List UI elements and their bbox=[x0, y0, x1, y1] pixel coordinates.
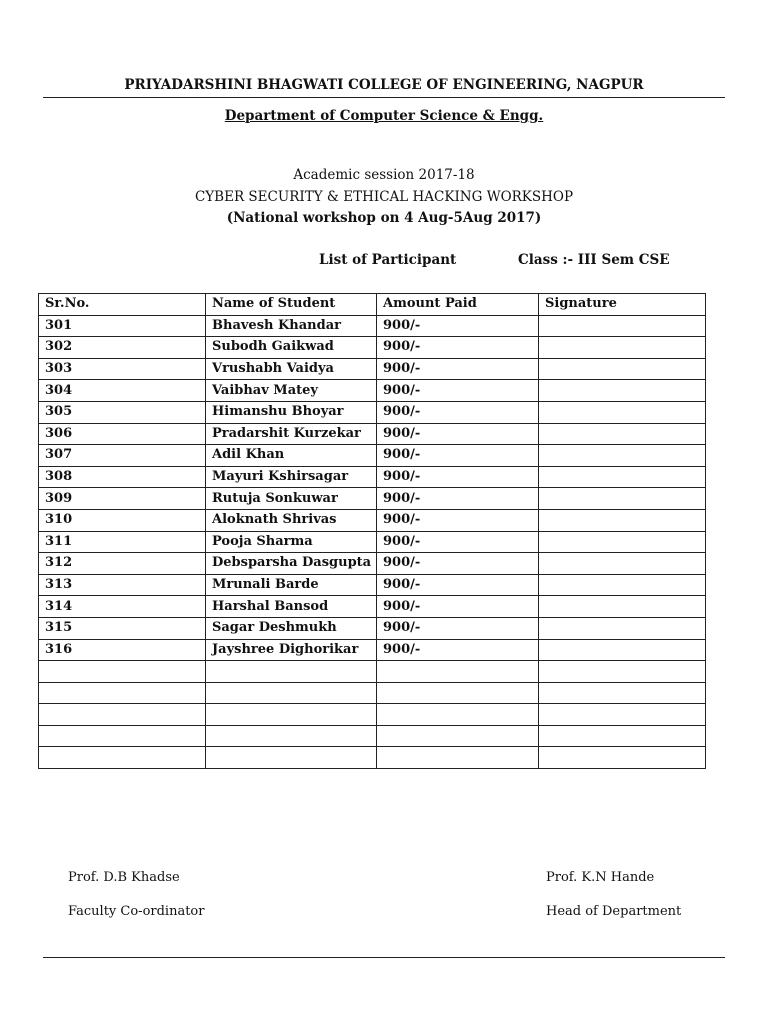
footer-divider bbox=[43, 957, 725, 958]
table-header-row bbox=[39, 294, 706, 316]
cell-amount-paid: 900/- bbox=[377, 553, 539, 575]
cell-amount-paid: 900/- bbox=[377, 617, 539, 639]
cell-amount-paid: 900/- bbox=[377, 596, 539, 618]
cell-signature bbox=[539, 466, 706, 488]
hod-role: Head of Department bbox=[546, 904, 682, 919]
cell-amount-paid bbox=[377, 704, 539, 726]
cell-srno: 316 bbox=[39, 639, 206, 661]
cell-signature bbox=[539, 423, 706, 445]
cell-amount-paid: 900/- bbox=[377, 574, 539, 596]
cell-student-name: Bhavesh Khandar bbox=[206, 315, 377, 337]
cell-amount-paid: 900/- bbox=[377, 423, 539, 445]
cell-amount-paid bbox=[377, 661, 539, 683]
table-row bbox=[39, 488, 706, 510]
cell-srno: 301 bbox=[39, 315, 206, 337]
cell-amount-paid: 900/- bbox=[377, 466, 539, 488]
cell-signature bbox=[539, 401, 706, 423]
cell-student-name: Mrunali Barde bbox=[206, 574, 377, 596]
cell-srno bbox=[39, 747, 206, 769]
column-header-name: Name of Student bbox=[206, 294, 377, 316]
cell-amount-paid bbox=[377, 725, 539, 747]
table-row bbox=[39, 639, 706, 661]
cell-amount-paid: 900/- bbox=[377, 531, 539, 553]
cell-srno: 307 bbox=[39, 445, 206, 467]
cell-signature bbox=[539, 639, 706, 661]
cell-srno: 304 bbox=[39, 380, 206, 402]
cell-signature bbox=[539, 661, 706, 683]
table-row bbox=[39, 466, 706, 488]
cell-srno: 314 bbox=[39, 596, 206, 618]
table-row bbox=[39, 682, 706, 704]
cell-student-name: Pooja Sharma bbox=[206, 531, 377, 553]
cell-student-name: Rutuja Sonkuwar bbox=[206, 488, 377, 510]
cell-amount-paid bbox=[377, 682, 539, 704]
table-row bbox=[39, 704, 706, 726]
cell-student-name: Aloknath Shrivas bbox=[206, 509, 377, 531]
cell-signature bbox=[539, 509, 706, 531]
participants-body bbox=[39, 315, 706, 768]
academic-session: Academic session 2017-18 bbox=[293, 167, 475, 183]
cell-srno: 313 bbox=[39, 574, 206, 596]
cell-srno: 312 bbox=[39, 553, 206, 575]
cell-amount-paid: 900/- bbox=[377, 401, 539, 423]
cell-signature bbox=[539, 725, 706, 747]
participants-table bbox=[38, 293, 706, 769]
cell-amount-paid: 900/- bbox=[377, 445, 539, 467]
cell-student-name: Adil Khan bbox=[206, 445, 377, 467]
cell-amount-paid: 900/- bbox=[377, 509, 539, 531]
cell-student-name: Pradarshit Kurzekar bbox=[206, 423, 377, 445]
cell-student-name: Debsparsha Dasgupta bbox=[206, 553, 377, 575]
table-row bbox=[39, 445, 706, 467]
cell-signature bbox=[539, 596, 706, 618]
cell-srno: 311 bbox=[39, 531, 206, 553]
table-row bbox=[39, 617, 706, 639]
cell-srno: 309 bbox=[39, 488, 206, 510]
cell-srno: 308 bbox=[39, 466, 206, 488]
column-header-amount: Amount Paid bbox=[377, 294, 539, 316]
table-row bbox=[39, 596, 706, 618]
cell-srno bbox=[39, 704, 206, 726]
cell-signature bbox=[539, 380, 706, 402]
cell-srno bbox=[39, 661, 206, 683]
cell-signature bbox=[539, 747, 706, 769]
cell-student-name bbox=[206, 661, 377, 683]
workshop-title: CYBER SECURITY & ETHICAL HACKING WORKSHOP bbox=[194, 189, 574, 205]
table-row bbox=[39, 315, 706, 337]
cell-signature bbox=[539, 358, 706, 380]
cell-srno: 310 bbox=[39, 509, 206, 531]
table-row bbox=[39, 747, 706, 769]
column-header-srno: Sr.No. bbox=[39, 294, 206, 316]
table-row bbox=[39, 574, 706, 596]
cell-srno: 306 bbox=[39, 423, 206, 445]
cell-srno: 302 bbox=[39, 337, 206, 359]
hod-name: Prof. K.N Hande bbox=[546, 870, 655, 885]
cell-student-name bbox=[206, 682, 377, 704]
table-row bbox=[39, 401, 706, 423]
cell-signature bbox=[539, 553, 706, 575]
cell-amount-paid: 900/- bbox=[377, 358, 539, 380]
cell-student-name: Subodh Gaikwad bbox=[206, 337, 377, 359]
cell-student-name: Harshal Bansod bbox=[206, 596, 377, 618]
cell-signature bbox=[539, 531, 706, 553]
cell-signature bbox=[539, 488, 706, 510]
cell-student-name bbox=[206, 725, 377, 747]
class-label: Class :- III Sem CSE bbox=[518, 252, 670, 268]
college-name: PRIYADARSHINI BHAGWATI COLLEGE OF ENGINEERING, NAGPUR bbox=[124, 77, 644, 93]
cell-signature bbox=[539, 704, 706, 726]
cell-amount-paid: 900/- bbox=[377, 380, 539, 402]
department-name bbox=[0, 108, 768, 124]
cell-srno: 305 bbox=[39, 401, 206, 423]
cell-student-name: Mayuri Kshirsagar bbox=[206, 466, 377, 488]
cell-student-name: Sagar Deshmukh bbox=[206, 617, 377, 639]
header-divider bbox=[43, 97, 725, 98]
cell-amount-paid: 900/- bbox=[377, 639, 539, 661]
column-header-signature: Signature bbox=[539, 294, 706, 316]
table-row bbox=[39, 553, 706, 575]
cell-student-name: Vrushabh Vaidya bbox=[206, 358, 377, 380]
cell-amount-paid: 900/- bbox=[377, 488, 539, 510]
cell-srno: 303 bbox=[39, 358, 206, 380]
table-row bbox=[39, 337, 706, 359]
department-text: Department of Computer Science & Engg. bbox=[224, 108, 544, 124]
cell-student-name: Jayshree Dighorikar bbox=[206, 639, 377, 661]
table-row bbox=[39, 661, 706, 683]
table-row bbox=[39, 423, 706, 445]
cell-srno bbox=[39, 682, 206, 704]
cell-signature bbox=[539, 315, 706, 337]
cell-signature bbox=[539, 445, 706, 467]
cell-amount-paid: 900/- bbox=[377, 337, 539, 359]
cell-student-name bbox=[206, 747, 377, 769]
cell-student-name: Himanshu Bhoyar bbox=[206, 401, 377, 423]
cell-amount-paid: 900/- bbox=[377, 315, 539, 337]
cell-student-name: Vaibhav Matey bbox=[206, 380, 377, 402]
coordinator-name: Prof. D.B Khadse bbox=[68, 870, 180, 885]
cell-amount-paid bbox=[377, 747, 539, 769]
table-row bbox=[39, 380, 706, 402]
workshop-dates: (National workshop on 4 Aug-5Aug 2017) bbox=[226, 210, 542, 226]
coordinator-role: Faculty Co-ordinator bbox=[68, 904, 205, 919]
cell-signature bbox=[539, 337, 706, 359]
list-label: List of Participant bbox=[319, 252, 457, 268]
cell-signature bbox=[539, 682, 706, 704]
cell-student-name bbox=[206, 704, 377, 726]
cell-srno: 315 bbox=[39, 617, 206, 639]
cell-signature bbox=[539, 574, 706, 596]
table-row bbox=[39, 509, 706, 531]
cell-srno bbox=[39, 725, 206, 747]
table-row bbox=[39, 725, 706, 747]
table-row bbox=[39, 531, 706, 553]
table-row bbox=[39, 358, 706, 380]
cell-signature bbox=[539, 617, 706, 639]
